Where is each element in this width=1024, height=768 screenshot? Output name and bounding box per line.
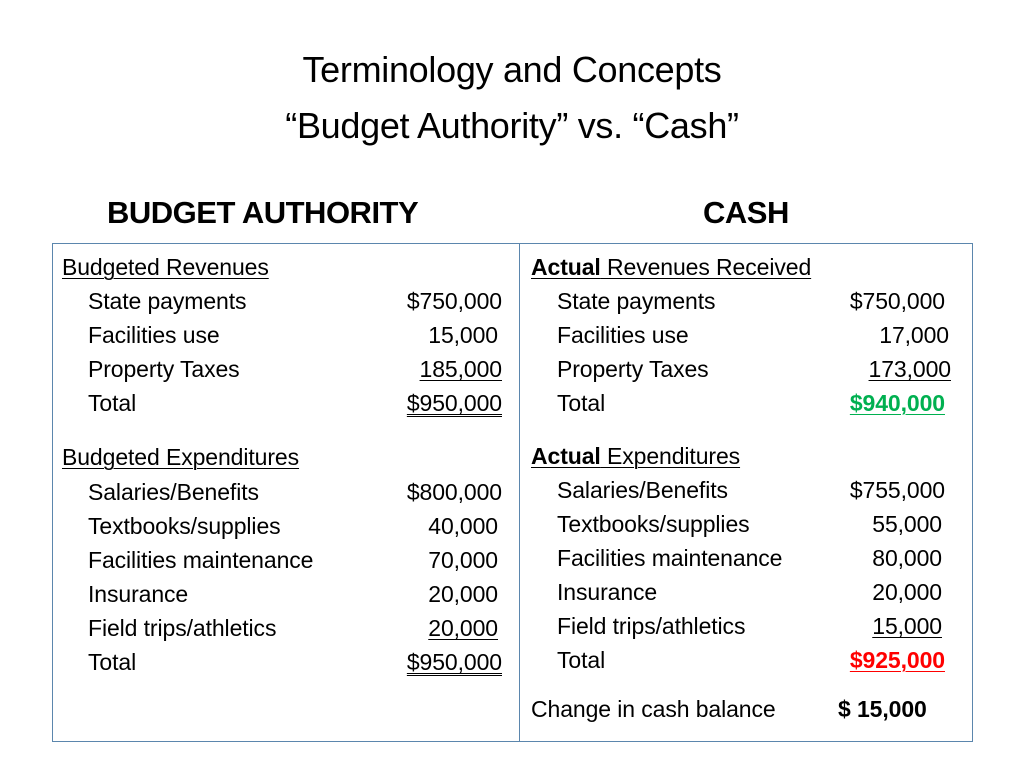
cash-revenue-total-amount: $940,000 [849,390,945,416]
budget-expenditure-label: Textbooks/supplies [88,513,281,539]
cash-expenditure-label: Field trips/athletics [557,613,746,639]
budget-expenditure-total-amount: $950,000 [406,649,502,675]
budget-revenue-label: State payments [88,288,247,314]
cash-revenue-label: Property Taxes [557,356,709,382]
budget-expenditure-total-label: Total [88,649,137,675]
cash-revenue-label: State payments [557,288,716,314]
actual-revenues-heading [531,252,811,282]
cash-expenditure-amount: 80,000 [872,545,942,571]
budget-revenue-total-amount: $950,000 [406,390,502,416]
actual-expenditures-heading-rest: Expenditures [600,443,741,469]
budget-authority-heading: BUDGET AUTHORITY [107,195,419,230]
cash-expenditure-label: Salaries/Benefits [557,477,728,503]
budget-expenditure-label: Salaries/Benefits [88,479,259,505]
budgeted-revenues-heading: Budgeted Revenues [62,254,269,280]
slide-title-line-1: Terminology and Concepts [302,49,722,90]
budget-expenditure-amount: $800,000 [406,479,502,505]
cash-expenditure-amount: 55,000 [872,511,942,537]
budget-expenditure-label: Facilities maintenance [88,547,314,573]
budget-expenditure-amount: 40,000 [428,513,498,539]
cash-expenditure-total-label: Total [557,647,606,673]
budget-expenditure-amount: 20,000 [428,615,498,641]
change-in-cash-amount: $ 15,000 [838,696,927,722]
cash-expenditure-label: Insurance [557,579,658,605]
budget-revenue-amount: 185,000 [419,356,502,382]
budget-revenue-amount: $750,000 [406,288,502,314]
cash-expenditure-total-amount: $925,000 [849,647,945,673]
cash-revenue-amount: $750,000 [849,288,945,314]
budget-expenditure-amount: 70,000 [428,547,498,573]
cash-heading: CASH [703,195,789,230]
budget-expenditure-amount: 20,000 [428,581,498,607]
cash-expenditure-amount: 15,000 [872,613,942,639]
cash-revenue-total-label: Total [557,390,606,416]
budget-revenue-label: Property Taxes [88,356,240,382]
cash-expenditure-amount: $755,000 [849,477,945,503]
budget-expenditure-label: Insurance [88,581,189,607]
cash-expenditure-label: Textbooks/supplies [557,511,750,537]
cash-revenue-amount: 17,000 [879,322,949,348]
actual-revenues-heading-bold: Actual [531,254,601,280]
cash-expenditure-label: Facilities maintenance [557,545,783,571]
actual-revenues-heading-rest: Revenues Received [600,254,812,280]
budget-revenue-total-label: Total [88,390,137,416]
cash-revenue-label: Facilities use [557,322,689,348]
slide-title-line-2: “Budget Authority” vs. “Cash” [285,105,739,146]
budget-revenue-amount: 15,000 [428,322,498,348]
budgeted-expenditures-heading: Budgeted Expenditures [62,444,300,470]
cash-revenue-amount: 173,000 [868,356,951,382]
cash-expenditure-amount: 20,000 [872,579,942,605]
budget-expenditure-label: Field trips/athletics [88,615,277,641]
budget-revenue-label: Facilities use [88,322,220,348]
actual-expenditures-heading-bold: Actual [531,443,601,469]
change-in-cash-label: Change in cash balance [531,696,776,722]
actual-expenditures-heading [531,441,740,471]
